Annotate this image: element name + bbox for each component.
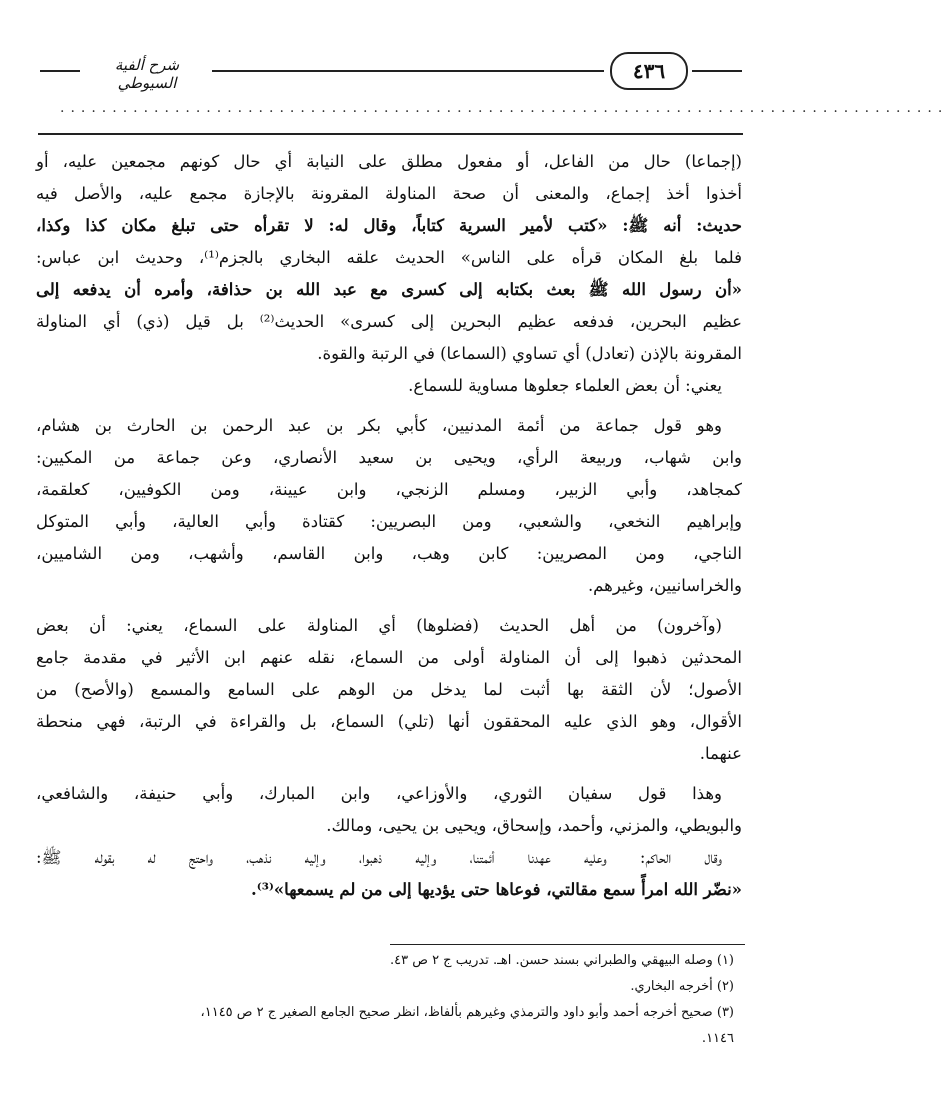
text-line: «أن رسول الله ﷺ بعث بكتابه إلى كسرى مع عبد الله بن حذافة، وأمره أن يدفعه إلى <box>36 280 742 299</box>
text-line: عنهما. <box>699 744 742 763</box>
text-line: وقال الحاكم: وعليه عهدنا أئمتنا، وإليه ذهبوا، وإليه نذهب، واحتج له بقوله ﷺ: <box>36 848 722 867</box>
footnote: (٣) صحيح أخرجه أحمد وأبو داود والترمذي وغيرهم بألفاظ، انظر صحيح الجامع الصغير ج ٢ ص ١١٤٥، <box>200 1005 734 1020</box>
footnote: (٢) أخرجه البخاري. <box>630 979 734 994</box>
text-line: الناجي، ومن المصريين: كابن وهب، وابن القاسم، وأشهب، ومن الشاميين، <box>36 544 742 563</box>
text-line: الأصول؛ لأن الثقة بها أثبت لما يدخل من الوهم على السامع والمسمع (والأصح) من <box>36 680 742 699</box>
text-line: وهذا قول سفيان الثوري، والأوزاعي، وابن المبارك، وأبي حنيفة، والشافعي، <box>36 784 722 803</box>
text-line: المقرونة بالإذن (تعادل) أي تساوي (السماعا) في الرتبة والقوة. <box>317 344 742 363</box>
dotted-separator: ..................................................................................... <box>60 100 948 116</box>
text-line: كمجاهد، وأبي الزبير، ومسلم الزنجي، وابن عيينة، ومن الكوفيين، كعلقمة، <box>36 480 742 499</box>
main-text <box>36 146 742 906</box>
running-title: شرح ألفية السيوطي <box>114 56 180 92</box>
text-line: يعني: أن بعض العلماء جعلوها مساوية للسماع. <box>408 376 722 395</box>
text-line: (إجماعا) حال من الفاعل، أو مفعول مطلق على النيابة أي حال كونهم مجمعين عليه، أو <box>36 152 742 171</box>
footnote: ١١٤٦. <box>701 1031 734 1046</box>
footnote-rule <box>390 944 745 945</box>
text-line: حديث: أنه ﷺ: «كتب لأمير السرية كتاباً، وقال له: لا تقرأه حتى تبلغ مكان كذا وكذا، <box>36 216 742 235</box>
page-header <box>30 52 744 92</box>
text-line: وإبراهيم النخعي، والشعبي، ومن البصريين: كقتادة وأبي العالية، وأبي المتوكل <box>36 512 742 531</box>
header-rule-right <box>692 70 742 72</box>
text-line: عظيم البحرين، فدفعه عظيم البحرين إلى كسرى» الحديث⁽²⁾ بل قيل (ذي) أي المناولة <box>36 312 742 331</box>
text-line: وهو قول جماعة من أئمة المدنيين، كأبي بكر بن عبد الرحمن بن الحارث بن هشام، <box>36 416 722 435</box>
text-line: والبويطي، والمزني، وأحمد، وإسحاق، ويحيى بن يحيى، ومالك. <box>326 816 742 835</box>
text-line: «نضّر الله امرأً سمع مقالتي، فوعاها حتى يؤديها إلى من لم يسمعها»⁽³⁾. <box>251 880 742 899</box>
footnote: (١) وصله البيهقي والطبراني بسند حسن. اهـ. تدريب ج ٢ ص ٤٣. <box>389 953 734 968</box>
text-line: والخراسانيين، وغيرهم. <box>587 576 742 595</box>
text-line: فلما بلغ المكان قرأه على الناس» الحديث علقه البخاري بالجزم⁽¹⁾، وحديث ابن عباس: <box>36 248 742 267</box>
text-line: (وآخرون) من أهل الحديث (فضلوها) أي المناولة على السماع، يعني: أن بعض <box>36 616 722 635</box>
text-line: أخذوا أخذ إجماع، والمعنى أن صحة المناولة المقرونة بالإجازة مجمع عليه، والأصل فيه <box>36 184 742 203</box>
text-line: الأقوال، وهو الذي عليه المحققون أنها (تلي) السماع، بل والقراءة في الرتبة، فهي منحطة <box>36 712 742 731</box>
text-line: وابن شهاب، وربيعة الرأي، ويحيى بن سعيد الأنصاري، وعن جماعة من المكيين: <box>36 448 742 467</box>
header-rule-middle <box>212 70 604 72</box>
page-number: ٤٣٦ <box>610 52 688 90</box>
text-top-rule <box>38 133 743 135</box>
footnotes <box>36 948 742 1052</box>
header-rule-left <box>40 70 80 72</box>
text-line: المحدثين ذهبوا إلى أن المناولة أولى من السماع، نقله عنهم ابن الأثير في مقدمة جامع <box>36 648 742 667</box>
